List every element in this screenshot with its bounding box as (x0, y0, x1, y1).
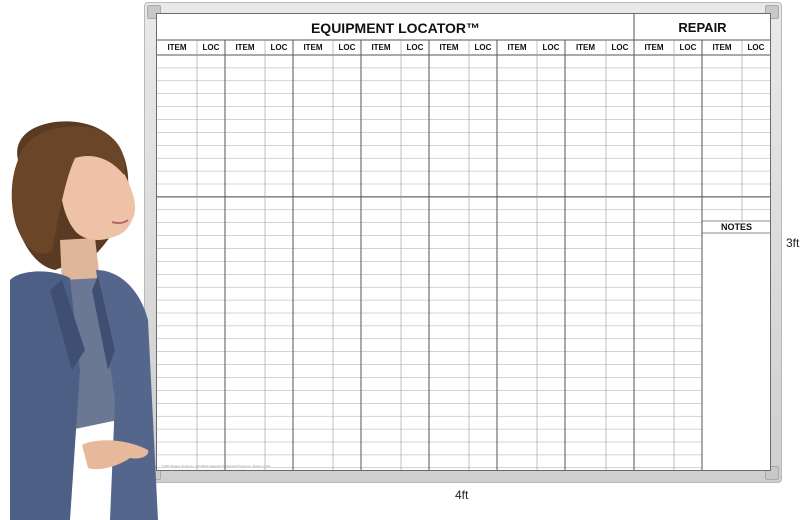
column-header-loc: LOC (406, 43, 424, 52)
column-header-item: ITEM (303, 43, 323, 52)
woman-presenter-photo (0, 120, 165, 520)
column-header-loc: LOC (542, 43, 560, 52)
equipment-locator-board (156, 13, 771, 471)
column-header-item: ITEM (235, 43, 255, 52)
height-dimension: 3ft (786, 236, 800, 250)
repair-title: REPAIR (678, 20, 727, 35)
board-title: EQUIPMENT LOCATOR™ (310, 20, 481, 36)
column-header-item: ITEM (644, 43, 664, 52)
column-header-loc: LOC (747, 43, 765, 52)
column-header-loc: LOC (270, 43, 288, 52)
column-header-item: ITEM (575, 43, 596, 52)
fine-print: ©2009 Magna Visual Inc. • ProMark Magnetic Whiteboard Systems • Made in USA (161, 464, 271, 468)
board-grid (157, 14, 770, 470)
width-dimension: 4ft (455, 488, 469, 502)
column-header-item: ITEM (371, 43, 391, 52)
column-header-loc: LOC (611, 43, 629, 52)
column-header-item: ITEM (712, 43, 732, 52)
column-header-loc: LOC (202, 43, 220, 52)
notes-label: NOTES (720, 222, 752, 232)
column-header-item: ITEM (507, 43, 527, 52)
column-header-item: ITEM (167, 43, 187, 52)
column-header-loc: LOC (338, 43, 356, 52)
column-header-loc: LOC (474, 43, 492, 52)
column-header-item: ITEM (439, 43, 459, 52)
column-header-loc: LOC (679, 43, 697, 52)
